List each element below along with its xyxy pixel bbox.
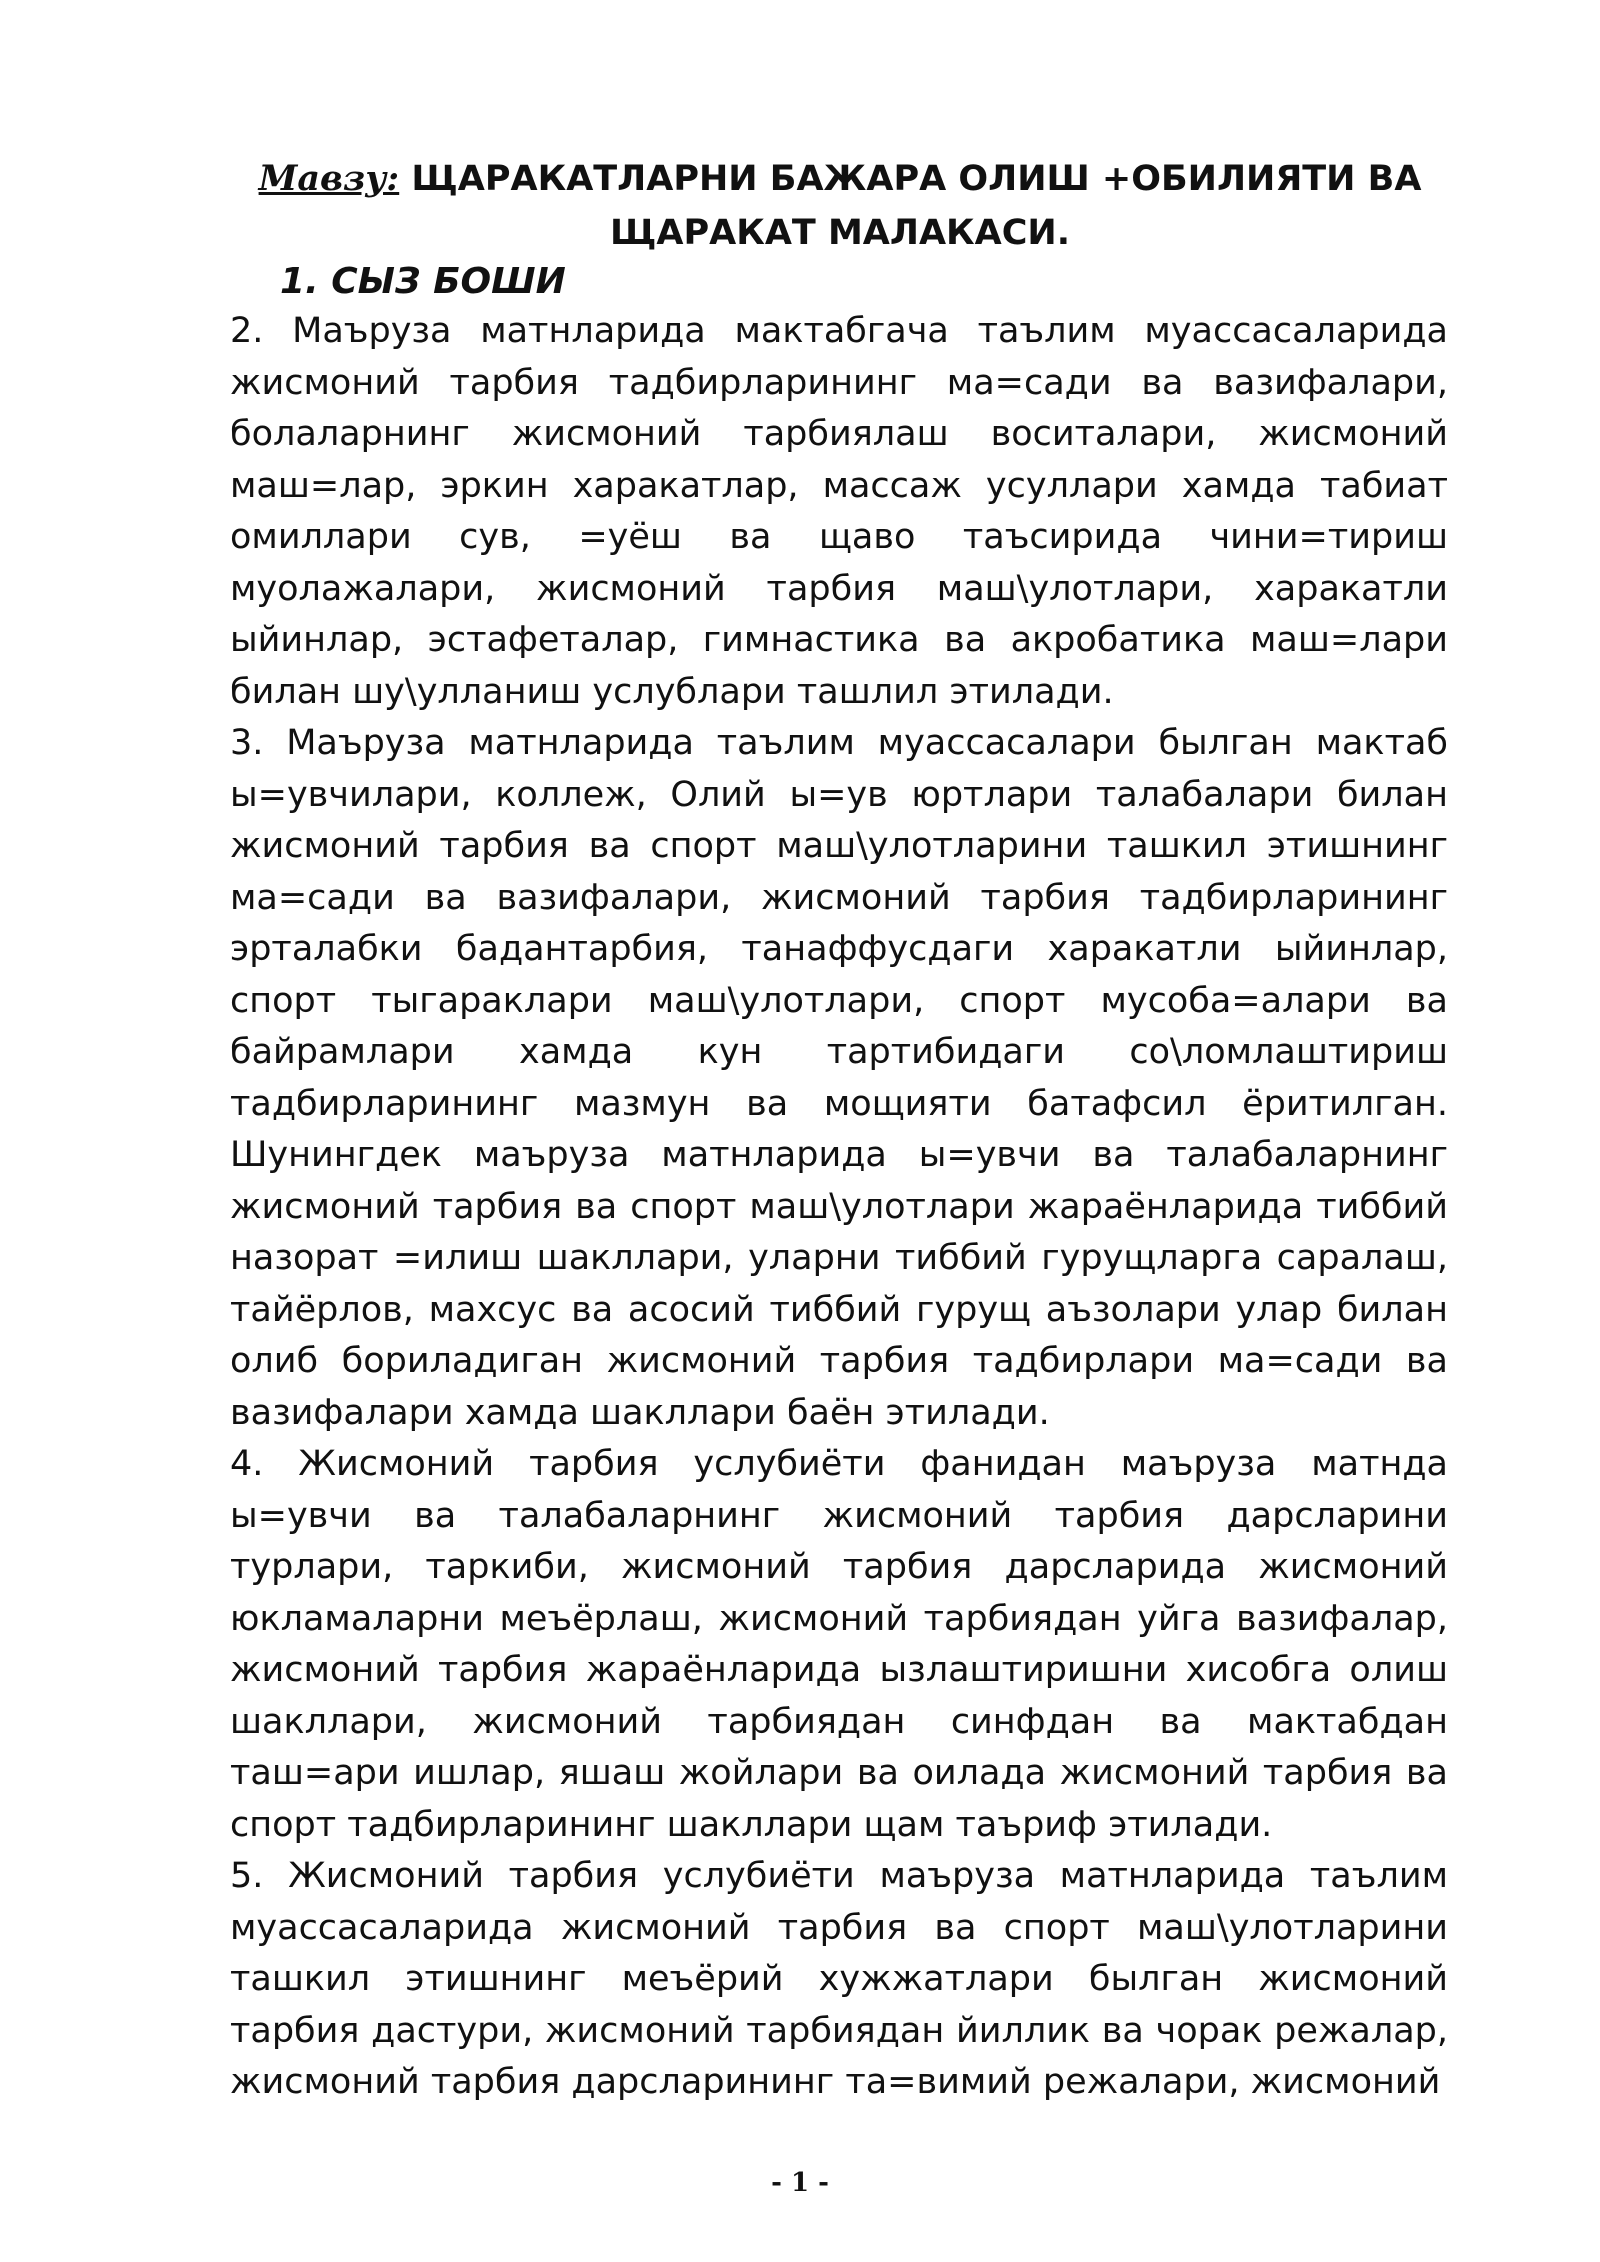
paragraph-4: 4. Жисмоний тарбия услубиёти фанидан маъруза матнда ы=увчи ва талабаларнинг жисмоний тарбия дарсларини турлари, таркиби, жисмоний тарбия дарсларида жисмоний юкламаларни меъёрлаш, жисмоний тарбиядан уйга вазифалар, жисмоний тарбия жараёнларида ызлаштиришни хисобга олиш шакллари, жисмоний тарбиядан синфдан ва мактабдан таш=ари ишлар, яшаш жойлари ва оилада жисмоний тарбия ва спорт тадбирларининг шакллари щам таъриф этилади. bbox=[230, 1444, 1448, 1845]
paragraph-5: 5. Жисмоний тарбия услубиёти маъруза матнларида таълим муассасаларида жисмоний тарбия ва спорт маш\улотларини ташкил этишнинг меъёрий хужжатлари былган жисмоний тарбия дастури, жисмоний тарбиядан йиллик ва чорак режалар, жисмоний тарбия дарсларининг та=вимий режалари, жисмоний bbox=[230, 1856, 1448, 2102]
paragraph-3: 3. Маъруза матнларида таълим муассасалари былган мактаб ы=увчилари, коллеж, Олий ы=ув юртлари талабалари билан жисмоний тарбия ва спорт маш\улотларини ташкил этишнинг ма=сади ва вазифалари, жисмоний тарбия тадбирларининг эрталабки бадантарбия, танаффусдаги харакатли ыйинлар, спорт тыгараклари маш\улотлари, спорт мусоба=алари ва байрамлари хамда кун тартибидаги со\ломлаштириш тадбирларининг мазмун ва мощияти батафсил ёритилган. Шунингдек маъруза матнларида ы=увчи ва талабаларнинг жисмоний тарбия ва спорт маш\улотлари жараёнларида тиббий назорат =илиш шакллари, уларни тиббий гурущларга саралаш, тайёрлов, махсус ва асосий тиббий гурущ аъзолари улар билан олиб бориладиган жисмоний тарбия тадбирлари ма=сади ва вазифалари хамда шакллари баён этилади. bbox=[230, 723, 1448, 1433]
paragraph-2: 2. Маъруза матнларида мактабгача таълим муассасаларида жисмоний тарбия тадбирларининг ма=сади ва вазифалари, болаларнинг жисмоний тарбиялаш воситалари, жисмоний маш=лар, эркин харакатлар, массаж усуллари хамда табиат омиллари сув, =уёш ва щаво таъсирида чини=тириш муолажалари, жисмоний тарбия маш\улотлари, харакатли ыйинлар, эстафеталар, гимнастика ва акробатика маш=лари билан шу\улланиш услублари ташлил этилади. bbox=[230, 311, 1448, 712]
topic-title: ЩАРАКАТЛАРНИ БАЖАРА ОЛИШ +ОБИЛИЯТИ ВА ЩАРАКАТ МАЛАКАСИ. bbox=[411, 159, 1422, 253]
document-title bbox=[230, 152, 1450, 260]
page-number: - 1 - bbox=[771, 2168, 829, 2198]
topic-label: Мавзу: bbox=[258, 158, 400, 199]
section-heading: 1. СЫЗ БОШИ bbox=[280, 261, 566, 302]
document-body bbox=[230, 306, 1448, 2109]
